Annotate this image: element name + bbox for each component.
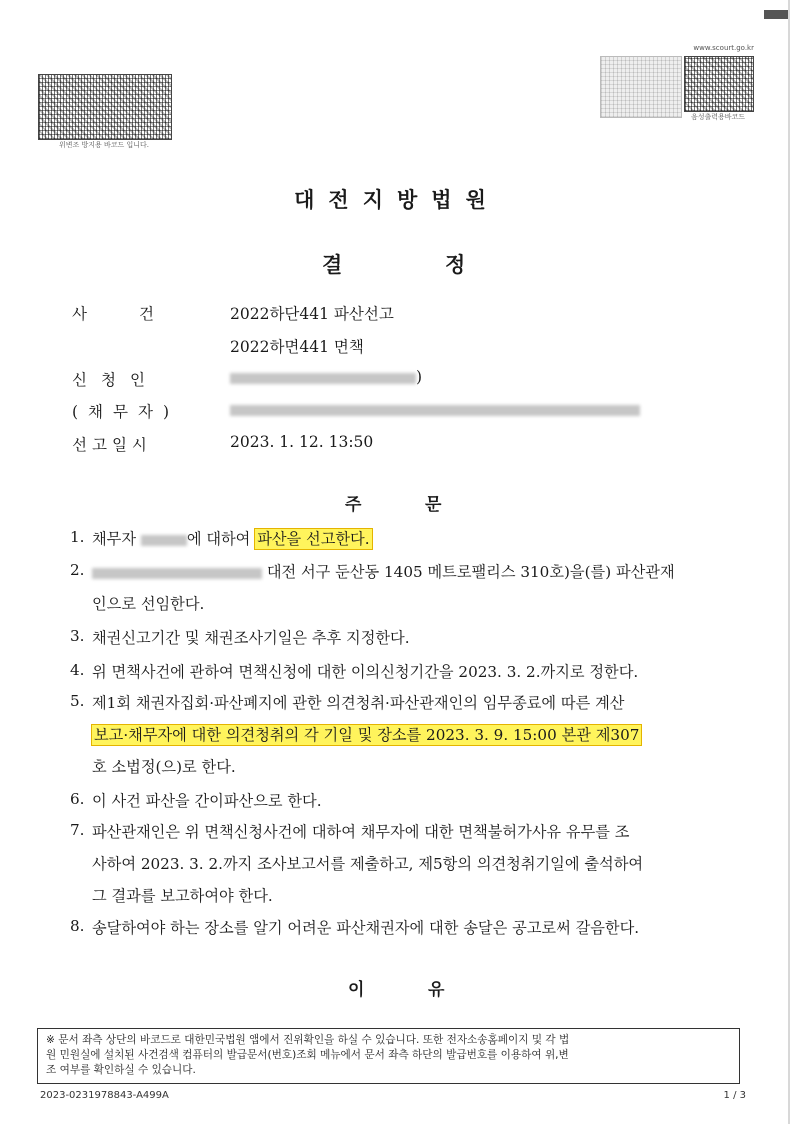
order-item-1 xyxy=(92,528,372,549)
verification-notice xyxy=(37,1028,740,1084)
voice-output-barcode-caption: 음성출력용바코드 xyxy=(690,113,746,121)
order-item-1-text-b: 에 대하여 xyxy=(186,530,251,548)
order-item-4: 위 면책사건에 관하여 면책신청에 대한 이의신청기간을 2023. 3. 2.까지로 정한다. xyxy=(92,663,639,681)
order-item-5-text-a: 제1회 채권자집회·파산폐지에 관한 의견청취·파산관재인의 임무종료에 따른 계산 xyxy=(92,694,625,712)
case-value-bankruptcy: 2022하단441 파산선고 xyxy=(230,305,394,323)
order-item-7-text-c: 그 결과를 보고하여야 한다. xyxy=(92,887,273,905)
court-website-url: www.scourt.go.kr xyxy=(693,44,754,52)
reason-heading-char-1: 이 xyxy=(348,980,365,1000)
page-number: 1 / 3 xyxy=(723,1090,746,1101)
date-label: 선고일시 xyxy=(72,436,152,454)
order-item-3-number: 3. xyxy=(70,627,85,645)
redacted-debtor-name xyxy=(141,535,187,546)
order-item-5-highlight xyxy=(92,724,641,745)
order-item-3: 채권신고기간 및 채권조사기일은 추후 지정한다. xyxy=(92,629,410,647)
order-item-1-highlight: 파산을 선고한다. xyxy=(257,530,370,548)
order-item-8: 송달하여야 하는 장소를 알기 어려운 파산채권자에 대한 송달은 공고로써 갈음한다. xyxy=(92,919,640,937)
order-item-6-number: 6. xyxy=(70,790,85,808)
order-item-2 xyxy=(92,561,675,582)
order-item-7-text-a: 파산관재인은 위 면책신청사건에 대하여 채무자에 대한 면책불허가사유 유무를 조 xyxy=(92,823,630,841)
order-item-2-number: 2. xyxy=(70,561,85,579)
order-item-7-number: 7. xyxy=(70,821,85,839)
case-value-discharge: 2022하면441 면책 xyxy=(230,338,364,356)
order-item-2-text-b: 인으로 선임한다. xyxy=(92,595,205,613)
decision-title-char-2: 정 xyxy=(445,253,466,277)
debtor-label: (채무자) xyxy=(72,403,180,421)
order-heading-char-1: 주 xyxy=(345,495,362,515)
verification-notice-line-1: ※ 문서 좌측 상단의 바코드로 대한민국법원 앱에서 진위확인을 하실 수 있습니다. 또한 전자소송홈페이지 및 각 법 xyxy=(46,1034,570,1046)
issue-number: 2023-0231978843-A499A xyxy=(40,1090,169,1101)
case-label: 사건 xyxy=(72,305,206,323)
order-item-1-text-a: 채무자 xyxy=(92,530,137,548)
verification-notice-line-3: 조 여부를 확인하실 수 있습니다. xyxy=(46,1064,196,1077)
order-item-4-number: 4. xyxy=(70,661,85,679)
voice-output-barcode xyxy=(684,56,754,112)
date-value: 2023. 1. 12. 13:50 xyxy=(230,433,374,451)
order-heading-char-2: 문 xyxy=(425,495,442,515)
order-item-1-number: 1. xyxy=(70,528,85,546)
faded-barcode xyxy=(600,56,682,118)
order-item-7-text-b: 사하여 2023. 3. 2.까지 조사보고서를 제출하고, 제5항의 의견청취기일에 출석하여 xyxy=(92,855,644,873)
applicant-value-suffix: ) xyxy=(416,368,423,386)
scan-edge xyxy=(788,0,790,1124)
verification-barcode xyxy=(38,74,172,140)
redacted-trustee xyxy=(92,568,262,579)
court-name: 대전지방법원 xyxy=(294,188,500,212)
scan-mark xyxy=(764,10,790,19)
redacted-applicant xyxy=(230,373,416,384)
redacted-debtor-address xyxy=(230,405,640,416)
order-item-5-text-c: 호 소법정(으)로 한다. xyxy=(92,758,236,776)
order-item-5-number: 5. xyxy=(70,692,85,710)
order-item-6: 이 사건 파산을 간이파산으로 한다. xyxy=(92,792,322,810)
applicant-value xyxy=(230,368,422,386)
decision-title-char-1: 결 xyxy=(322,253,343,277)
debtor-value xyxy=(230,400,640,418)
order-item-8-number: 8. xyxy=(70,917,85,935)
verification-notice-line-2: 원 민원실에 설치된 사건검색 컴퓨터의 발급문서(번호)조회 메뉴에서 문서 좌측 하단의 발급번호를 이용하여 위,변 xyxy=(46,1049,569,1062)
applicant-label: 신청인 xyxy=(72,371,159,389)
verification-barcode-caption: 위변조 방지용 바코드 입니다. xyxy=(58,141,150,149)
order-item-5-highlight-text: 보고·채무자에 대한 의견청취의 각 기일 및 장소를 2023. 3. 9. 15:00 본관 제307 xyxy=(94,726,640,744)
reason-heading-char-2: 유 xyxy=(428,980,445,1000)
order-item-2-text-a: 대전 서구 둔산동 1405 메트로팰리스 310호)을(를) 파산관재 xyxy=(266,563,675,581)
